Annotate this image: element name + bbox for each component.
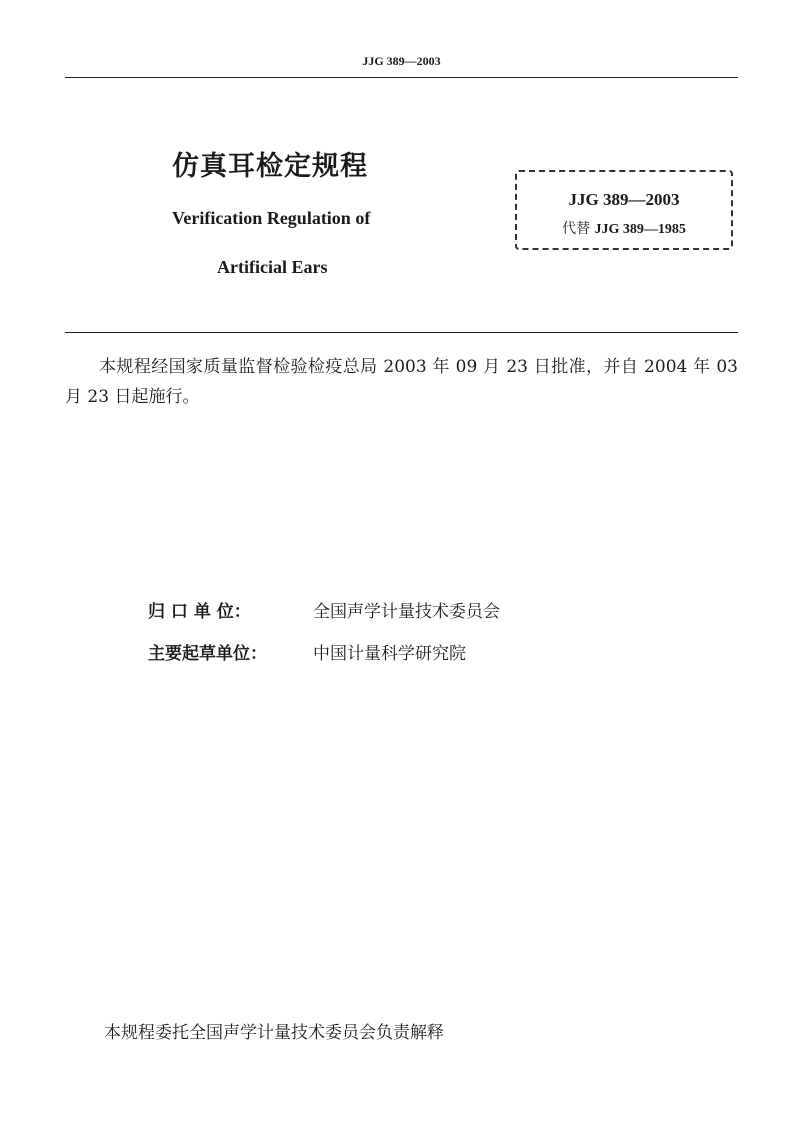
- replaces-line: [517, 218, 731, 238]
- responsible-unit-value: 全国声学计量技术委员会: [313, 602, 500, 622]
- title-english-line1: Verification Regulation of: [172, 208, 371, 228]
- section-rule: [65, 332, 738, 333]
- running-header: JJG 389—2003: [362, 54, 441, 68]
- standard-code: JJG 389—2003: [568, 190, 680, 209]
- drafting-unit-value: 中国计量科学研究院: [313, 644, 466, 664]
- replaces-code: JJG 389—1985: [594, 222, 686, 237]
- responsible-unit-label: 归 口 单 位：: [148, 602, 251, 622]
- replaces-prefix: 代替: [562, 221, 591, 237]
- approval-text: 本规程经国家质量监督检验检疫总局 2003 年 09 月 23 日批准，并自 2004 年 03 月 23 日起施行。: [65, 357, 738, 407]
- drafting-unit-label: 主要起草单位：: [148, 644, 267, 664]
- interpretation-note: 本规程委托全国声学计量技术委员会负责解释: [104, 1023, 444, 1043]
- header-rule: [65, 77, 738, 78]
- title-english-line2: Artificial Ears: [217, 257, 328, 277]
- standard-code-stamp: [515, 170, 733, 250]
- title-chinese: 仿真耳检定规程: [172, 151, 368, 182]
